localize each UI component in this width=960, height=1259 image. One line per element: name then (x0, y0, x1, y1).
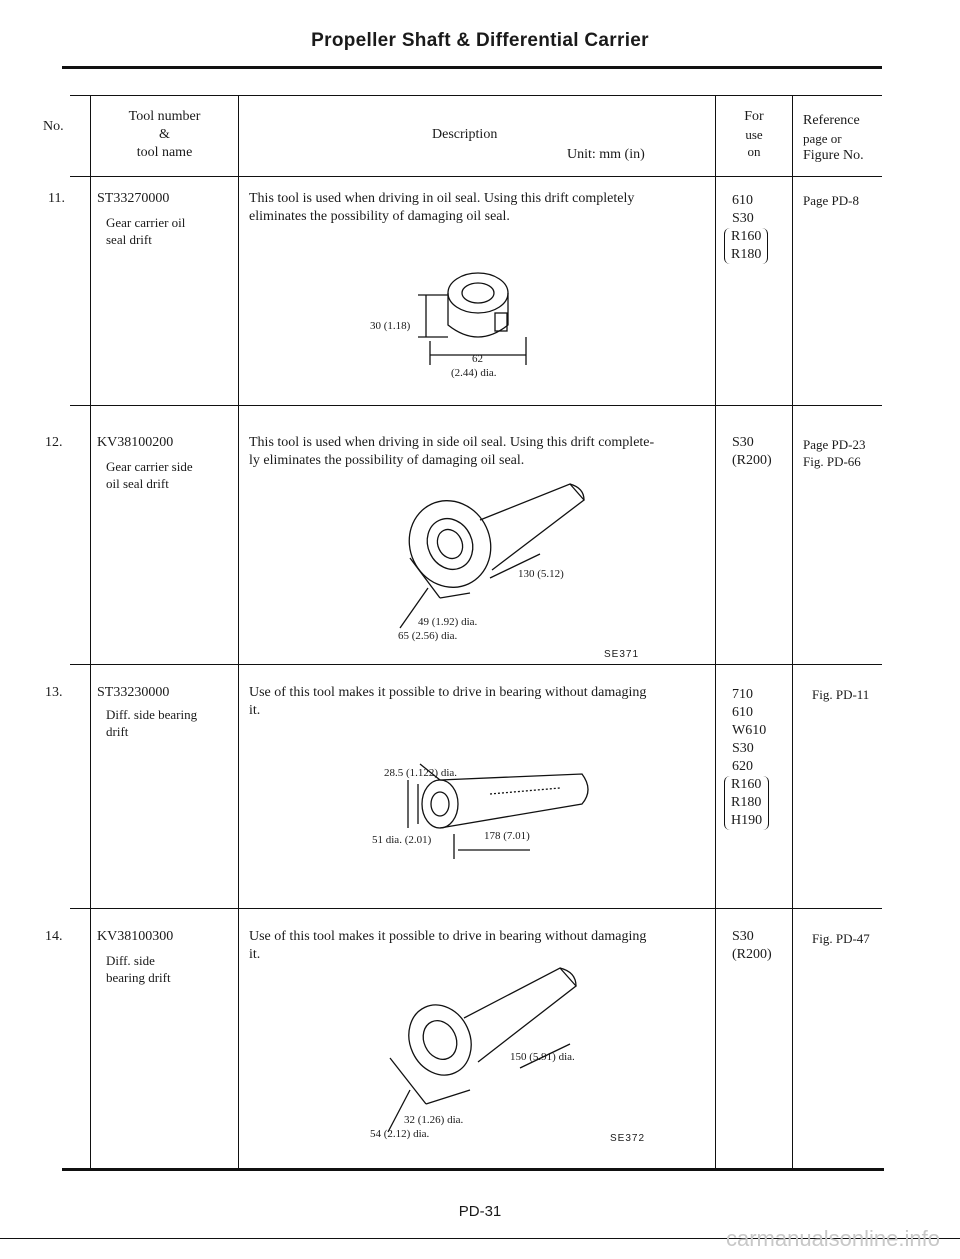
description-line: it. (249, 947, 261, 962)
column-header-for-use (717, 108, 791, 160)
drawing-dimension: 51 dia. (2.01) (372, 834, 432, 846)
drawing-dimension: 28.5 (1.122) dia. (384, 767, 458, 779)
column-divider (715, 95, 716, 1171)
tool-name-line: seal drift (106, 232, 152, 247)
for-use-group (724, 228, 768, 264)
row-number: 14. (45, 929, 63, 944)
row-number: 13. (45, 685, 63, 700)
for-use-list (732, 434, 772, 470)
drawing-dimension: 130 (5.12) (518, 568, 564, 580)
column-header-tool-line: tool name (136, 145, 193, 160)
description-line: it. (249, 703, 261, 718)
for-use-group (724, 776, 769, 830)
tool-number: ST33230000 (97, 685, 170, 700)
tool-drawing (330, 265, 560, 385)
column-header-unit: Unit: mm (in) (567, 147, 645, 162)
for-use-item: S30 (732, 929, 754, 944)
for-use-list (732, 928, 772, 964)
column-divider (238, 95, 239, 1171)
tool-drawing (380, 478, 620, 648)
tool-name-line: drift (106, 724, 129, 739)
reference-line: Fig. PD-66 (803, 454, 861, 469)
for-use-item: S30 (732, 435, 754, 450)
tool-name-line: Diff. side (106, 953, 155, 968)
drawing-dimension: 30 (1.18) (370, 320, 411, 332)
header-bottom-rule (70, 176, 882, 177)
column-divider (90, 95, 91, 1171)
tool-name (106, 952, 171, 986)
tool-name (106, 458, 193, 492)
description-line: eliminates the possibility of damaging oil seal. (249, 209, 510, 224)
drawing-dimension: 65 (2.56) dia. (398, 630, 458, 642)
column-header-ref-line: Figure No. (803, 148, 864, 163)
column-divider (792, 95, 793, 1171)
column-header-ref-line: page or (803, 131, 842, 146)
column-header-for-line: For (744, 109, 764, 124)
reference: Fig. PD-47 (812, 931, 870, 946)
for-use-item: 710 (732, 687, 753, 702)
description-line: This tool is used when driving in side oil seal. Using this drift complete- (249, 435, 655, 450)
reference: Page PD-8 (803, 193, 859, 208)
header-rule (62, 66, 882, 69)
description (249, 434, 711, 470)
for-use-item: 610 (732, 705, 753, 720)
for-use-item: S30 (732, 741, 754, 756)
for-use-item: 610 (732, 193, 753, 208)
drawing-dimension: 62 (472, 353, 483, 365)
column-header-for-line: on (747, 144, 761, 159)
description (249, 190, 709, 226)
for-use-list (732, 686, 769, 830)
for-use-item: S30 (732, 211, 754, 226)
row-number: 11. (48, 191, 65, 206)
reference-line: Page PD-23 (803, 437, 866, 452)
for-use-item: 620 (732, 759, 753, 774)
description-line: Use of this tool makes it possible to drive in bearing without damaging (249, 929, 647, 944)
drawing-dimension: 54 (2.12) dia. (370, 1128, 430, 1140)
table-top-rule (70, 95, 882, 96)
table-bottom-rule (62, 1168, 884, 1171)
for-use-list (732, 192, 768, 264)
for-use-item: H190 (731, 813, 763, 828)
for-use-item: R160 (731, 777, 762, 792)
tool-name-line: Gear carrier oil (106, 215, 186, 230)
column-header-tool (92, 108, 237, 162)
tool-name (106, 706, 197, 740)
figure-code: SE372 (610, 1133, 646, 1144)
for-use-item: R160 (731, 229, 762, 244)
drawing-dimension: (2.44) dia. (451, 367, 497, 379)
column-header-reference (803, 112, 864, 165)
drawing-dimension: 178 (7.01) (484, 830, 530, 842)
figure-code: SE371 (604, 649, 640, 660)
column-header-tool-line: Tool number (128, 109, 201, 124)
column-header-no: No. (43, 119, 64, 134)
drawing-dimension: 49 (1.92) dia. (418, 616, 478, 628)
row-divider (70, 664, 882, 665)
column-header-ref-line: Reference (803, 113, 860, 128)
description (249, 684, 709, 720)
for-use-item: (R200) (732, 453, 772, 468)
row-divider (70, 908, 882, 909)
description-line: ly eliminates the possibility of damaging oil seal. (249, 453, 525, 468)
column-header-tool-line: & (159, 127, 170, 142)
tool-name-line: Gear carrier side (106, 459, 193, 474)
row-divider (70, 405, 882, 406)
drawing-dimension: 32 (1.26) dia. (404, 1114, 464, 1126)
for-use-item: (R200) (732, 947, 772, 962)
tool-number: ST33270000 (97, 191, 170, 206)
description-line: This tool is used when driving in oil seal. Using this drift completely (249, 191, 635, 206)
reference: Fig. PD-11 (812, 687, 870, 702)
tool-name-line: Diff. side bearing (106, 707, 198, 722)
description-line: Use of this tool makes it possible to drive in bearing without damaging (249, 685, 647, 700)
column-header-description: Description (432, 127, 498, 142)
column-header-for-line: use (745, 127, 763, 142)
for-use-item: R180 (731, 247, 762, 262)
tool-name-line: bearing drift (106, 970, 171, 985)
for-use-item: R180 (731, 795, 762, 810)
tool-number: KV38100200 (97, 435, 174, 450)
row-number: 12. (45, 435, 63, 450)
for-use-item: W610 (732, 723, 767, 738)
tool-name (106, 214, 185, 248)
tool-name-line: oil seal drift (106, 476, 169, 491)
watermark: carmanualsonline.info (725, 1226, 940, 1251)
page-number: PD-31 (458, 1203, 502, 1220)
tool-number: KV38100300 (97, 929, 174, 944)
reference (803, 436, 865, 470)
drawing-dimension: 150 (5.91) dia. (510, 1051, 575, 1063)
page-header: Propeller Shaft & Differential Carrier (311, 30, 649, 51)
